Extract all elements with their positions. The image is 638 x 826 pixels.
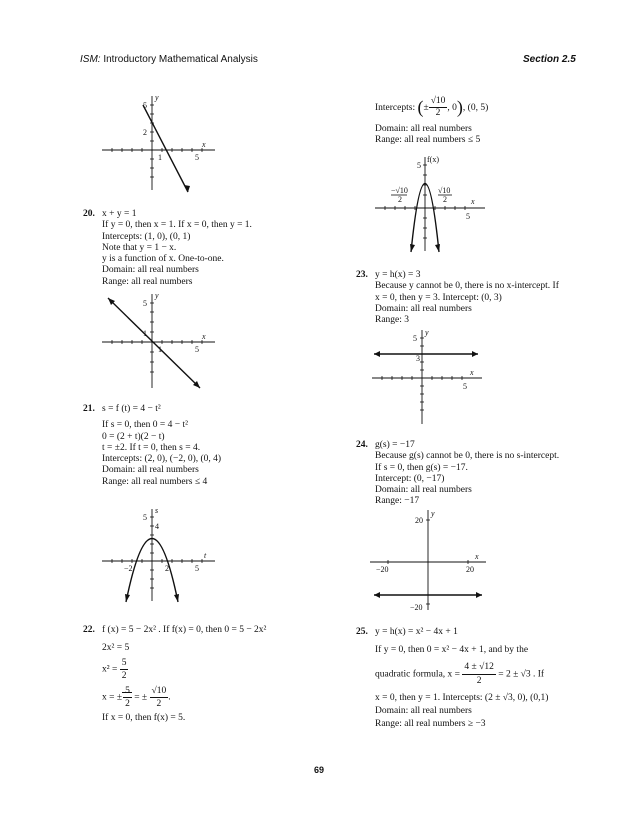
text-line: 0 = (2 + t)(2 − t)	[102, 431, 165, 442]
text-line: x = 0, then y = 1. Intercepts: (2 ± √3, 0), (0,1)	[375, 693, 549, 703]
text-line: Range: all real numbers	[102, 276, 193, 287]
y-axis-label: y	[155, 93, 159, 102]
text-line: x² =	[102, 664, 118, 675]
problem-24	[356, 440, 560, 508]
fraction-denominator: 2	[121, 671, 127, 681]
y-axis-label: y	[431, 509, 435, 518]
fraction-denominator: 2	[125, 699, 130, 709]
text-line: x + y = 1	[102, 209, 137, 219]
y-axis-label: y	[155, 291, 159, 300]
tick-label: −20	[410, 603, 423, 612]
graph-24	[368, 508, 493, 613]
text-line: Range: all real numbers ≥ −3	[375, 719, 486, 729]
tick-label: 2	[143, 128, 147, 137]
problem-number: 22.	[83, 625, 95, 635]
text-line: Domain: all real numbers	[375, 123, 472, 134]
text-line: If x = 0, then f(x) = 5.	[102, 713, 186, 723]
tick-label: 1	[158, 153, 162, 162]
graph-22	[373, 155, 493, 255]
fraction-denominator: 2	[435, 108, 441, 119]
tick-label: 5	[463, 382, 467, 391]
graph-20	[100, 290, 220, 395]
tick-label: −20	[376, 565, 389, 574]
tick-label: 5	[195, 345, 199, 354]
text-line: y is a function of x. One-to-one.	[102, 254, 224, 265]
tick-label: 5	[466, 212, 470, 221]
graph-top-left	[100, 90, 220, 200]
tick-label: 5	[417, 161, 421, 170]
problem-23	[356, 270, 559, 326]
problem-number: 25.	[356, 627, 368, 637]
text-line: If s = 0, then g(s) = −17.	[375, 462, 468, 473]
tick-label: 2	[443, 195, 447, 204]
text-line: Intercepts: (2, 0), (−2, 0), (0, 4)	[102, 454, 222, 465]
y-axis-label: s	[155, 506, 159, 515]
problem-number: 24.	[356, 440, 368, 450]
fraction-numerator: 5	[125, 686, 130, 696]
tick-label: 5	[143, 299, 147, 308]
fraction-numerator: √10	[151, 686, 167, 696]
text-line: 2x² = 5	[102, 643, 130, 653]
text-line: Intercepts:	[375, 102, 416, 113]
text-line: , (0, 5)	[462, 102, 489, 113]
book-prefix: ISM:	[80, 54, 101, 65]
y-axis-label: f(x)	[427, 155, 439, 164]
text-line: f (x) = 5 − 2x² . If f(x) = 0, then 0 = 5 − 2x²	[102, 625, 267, 635]
text-line: Because g(s) cannot be 0, there is no s-intercept.	[375, 451, 560, 462]
tick-label: 1	[143, 329, 147, 338]
tick-label: 2	[398, 195, 402, 204]
text-line: If y = 0, then x = 1. If x = 0, then y = 1.	[102, 220, 252, 231]
x-axis-label: x	[471, 197, 475, 206]
text-line: Domain: all real numbers	[102, 265, 199, 276]
tick-label: 5	[143, 101, 147, 110]
tick-label: 5	[143, 513, 147, 522]
page-number: 69	[314, 765, 325, 775]
x-axis-label: x	[475, 552, 479, 561]
fraction-denominator: 2	[476, 676, 482, 686]
problem-22-continued: Intercepts: (± $\frac{√10}{2}$ , 0), (0, 5) Domain: all real numbers Range: all real numbers ≤ 5	[375, 96, 489, 145]
fraction-numerator: √10	[429, 96, 448, 108]
text-line: x = ±	[102, 692, 123, 703]
text-line: Domain: all real numbers	[375, 303, 472, 314]
tick-label: −√10	[391, 186, 408, 195]
graph-21	[100, 505, 220, 605]
text-line: y = h(x) = 3	[375, 270, 421, 280]
tick-label: 20	[466, 565, 474, 574]
text-line: , 0	[447, 102, 457, 113]
text-line: x = 0, then y = 3. Intercept: (0, 3)	[375, 292, 502, 303]
x-axis-label: x	[470, 368, 474, 377]
text-line: = ±	[134, 692, 148, 703]
text-line: Range: all real numbers ≤ 4	[102, 476, 208, 487]
problem-21	[83, 404, 222, 488]
text-line: y = h(x) = x² − 4x + 1	[375, 627, 458, 637]
text-line: Because y cannot be 0, there is no x-intercept. If	[375, 281, 559, 292]
problem-number: 20.	[83, 209, 95, 219]
text-line: Note that y = 1 − x.	[102, 242, 177, 253]
tick-label: 5	[413, 334, 417, 343]
tick-label: 4	[155, 522, 159, 531]
text-line: If s = 0, then 0 = 4 − t²	[102, 420, 188, 431]
tick-label: 3	[416, 354, 420, 363]
pm-sign: ±	[423, 102, 429, 113]
graph-23	[370, 328, 490, 428]
book-header	[80, 54, 258, 65]
fraction-numerator: 4 ± √12	[462, 661, 495, 675]
tick-label: 5	[195, 564, 199, 573]
text-line: g(s) = −17	[375, 440, 415, 450]
tick-label: −2	[124, 564, 133, 573]
problem-22: 22. f (x) = 5 − 2x² . If f(x) = 0, then 0 = 5 − 2x² 2x² = 5 x² = $\frac{5}{2}$ x = ± $\frac{5}{2}$ = ± $\frac{√10}{2}$ . If x = 0, then f(x) = 5.	[83, 625, 267, 723]
text-line: Domain: all real numbers	[375, 485, 472, 496]
text-line: t = ±2. If t = 0, then s = 4.	[102, 442, 201, 453]
fraction-denominator: 2	[156, 699, 162, 709]
tick-label: 1	[158, 345, 162, 354]
text-line: s = f (t) = 4 − t²	[102, 404, 161, 414]
x-axis-label: x	[202, 140, 206, 149]
tick-label: 2	[165, 564, 169, 573]
problem-number: 23.	[356, 270, 368, 280]
problem-25	[356, 626, 549, 731]
text-line: Intercepts: (1, 0), (0, 1)	[102, 231, 191, 242]
tick-label: 5	[195, 153, 199, 162]
text-line: Intercept: (0, −17)	[375, 473, 445, 484]
fraction-numerator: 5	[121, 658, 127, 668]
y-axis-label: y	[425, 328, 429, 337]
text-line: Range: −17	[375, 496, 420, 507]
text-line: quadratic formula, x =	[375, 669, 461, 680]
text-line: Domain: all real numbers	[102, 465, 199, 476]
text-line: Domain: all real numbers	[375, 706, 472, 716]
x-axis-label: x	[202, 332, 206, 341]
x-axis-label: t	[204, 551, 207, 560]
tick-label: √10	[438, 186, 451, 195]
text-line: If y = 0, then 0 = x² − 4x + 1, and by the	[375, 645, 529, 655]
problem-number: 21.	[83, 404, 95, 414]
book-title: Introductory Mathematical Analysis	[100, 54, 258, 65]
text-line: = 2 ± √3 . If	[498, 669, 545, 680]
problem-20	[83, 209, 252, 288]
section-header: Section 2.5	[523, 54, 576, 65]
tick-label: 20	[415, 516, 423, 525]
text-line: Range: 3	[375, 315, 410, 326]
text-line: Range: all real numbers ≤ 5	[375, 134, 481, 145]
